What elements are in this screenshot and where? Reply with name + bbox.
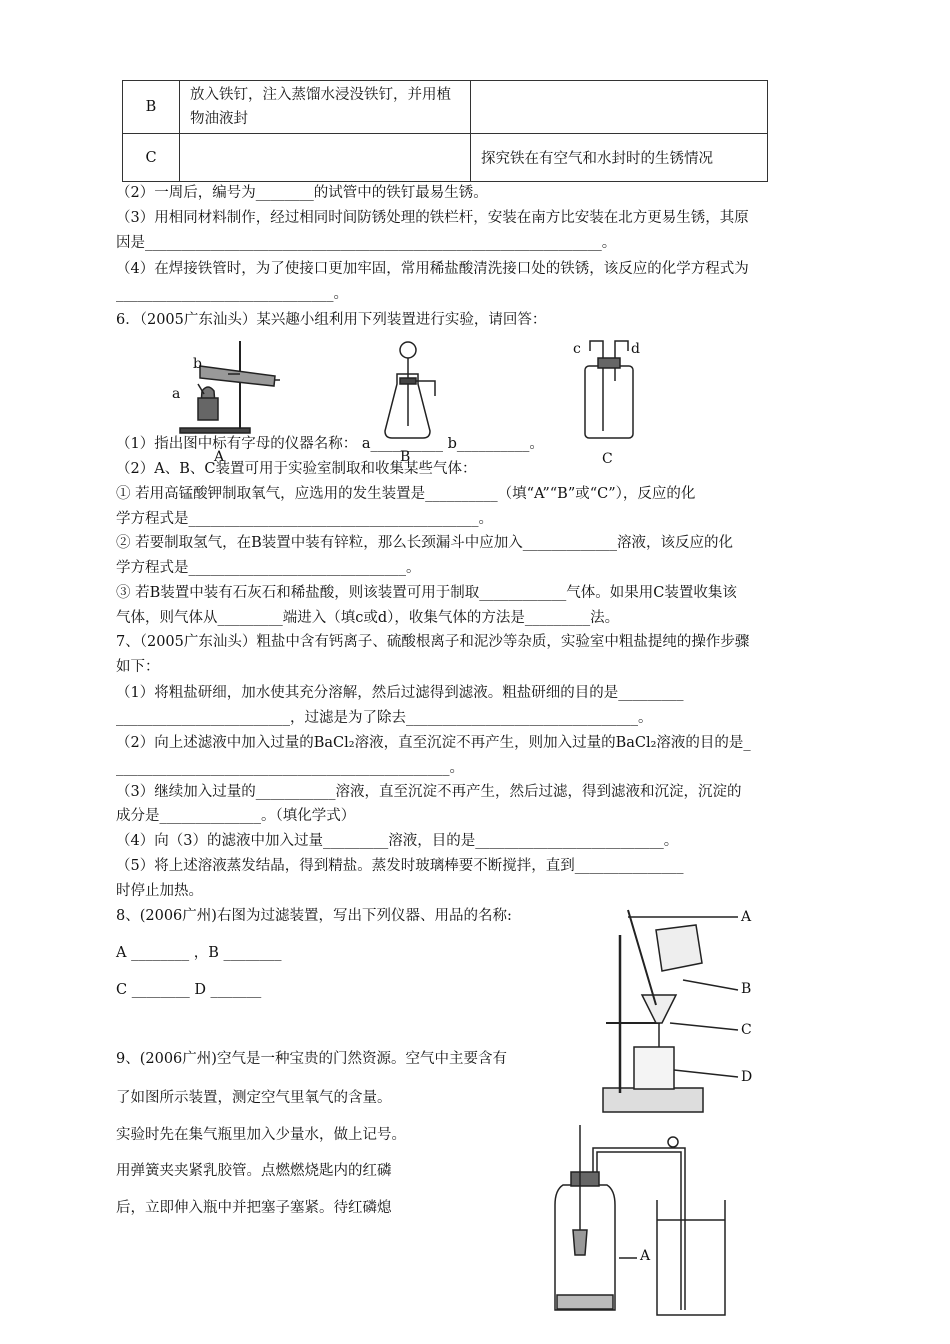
row-purpose <box>471 81 768 134</box>
text-line: ② 若要制取氢气，在B装置中装有锌粒，那么长颈漏斗中应加入_____________溶液，该反应的化 <box>116 535 734 551</box>
fig6-label-a: a <box>172 386 181 402</box>
experiment-table <box>122 80 768 182</box>
text-line: （2）向上述滤液中加入过量的BaCl₂溶液，直至沉淀不再产生，则加入过量的BaCl₂溶液的目的是_ <box>116 735 751 751</box>
text-line: （1）指出图中标有字母的仪器名称： a__________ b__________。 <box>116 436 544 452</box>
text-line: 因是_______________________________________________________________。 <box>116 235 617 251</box>
figure-8-filtration <box>598 905 768 1117</box>
text-line: （2）A、B、C装置可用于实验室制取和收集某些气体： <box>116 461 477 477</box>
figure-9-oxygen-apparatus <box>545 1120 745 1320</box>
text-line: （4）向（3）的滤液中加入过量_________溶液，目的是__________________________。 <box>116 833 679 849</box>
text-line: （1）将粗盐研细，加水使其充分溶解，然后过滤得到滤液。粗盐研细的目的是_________ <box>116 685 684 701</box>
text-line: 实验时先在集气瓶里加入少量水，做上记号。 <box>116 1127 406 1143</box>
fig6-label-b: b <box>193 356 202 372</box>
text-line: A ________ ，B ________ <box>116 945 282 961</box>
apparatus-a <box>180 341 280 433</box>
question-6-title: 6．（2005广东汕头）某兴趣小组利用下列装置进行实验，请回答： <box>116 312 547 328</box>
text-line: C ________ D _______ <box>116 982 262 998</box>
fig6-label-B: B <box>400 449 411 465</box>
text-line: （3）继续加入过量的___________溶液，直至沉淀不再产生，然后过滤，得到滤液和沉淀，沉淀的 <box>116 784 742 800</box>
row-purpose: 探究铁在有空气和水封时的生锈情况 <box>471 134 768 182</box>
table-row <box>123 81 768 134</box>
text-line: ① 若用高锰酸钾制取氧气，应选用的发生装置是__________（填“A”“B”或“C”），反应的化 <box>116 486 696 502</box>
question-9-title: 9、(2006广州)空气是一种宝贵的门然资源。空气中主要含有 <box>116 1051 507 1067</box>
fig8-label-D: D <box>741 1069 753 1085</box>
fig6-label-d: d <box>631 341 640 357</box>
apparatus-c <box>585 341 633 438</box>
text-line: 学方程式是________________________________________。 <box>116 511 493 527</box>
fig6-label-A: A <box>214 449 225 465</box>
fig8-label-C: C <box>741 1022 752 1038</box>
fig6-label-c: c <box>573 341 581 357</box>
text-line: 学方程式是______________________________。 <box>116 560 421 576</box>
question-7-title: 7、（2005广东汕头）粗盐中含有钙离子、硫酸根离子和泥沙等杂质，实验室中粗盐提纯的操作步骤 <box>116 634 750 650</box>
apparatus-b <box>385 342 435 438</box>
text-line: ________________________，过滤是为了除去________________________________。 <box>116 710 653 726</box>
text-line: 用弹簧夹夹紧乳胶管。点燃燃烧匙内的红磷 <box>116 1163 392 1179</box>
text-line: （5）将上述溶液蒸发结晶，得到精盐。蒸发时玻璃棒要不断搅拌，直到_______________ <box>116 858 684 874</box>
fig6-label-C: C <box>602 451 613 467</box>
question-8-title: 8、(2006广州)右图为过滤装置，写出下列仪器、用品的名称: <box>116 908 512 924</box>
text-line: ______________________________________________。 <box>116 760 464 776</box>
text-line: 如下： <box>116 659 160 675</box>
row-method: 放入铁钉，注入蒸馏水浸没铁钉，并用植物油液封 <box>180 81 471 134</box>
table-row <box>123 134 768 182</box>
fig9-label-A: A <box>640 1248 651 1264</box>
text-line: 后，立即伸入瓶中并把塞子塞紧。待红磷熄 <box>116 1200 392 1216</box>
figure-6-apparatus <box>160 336 660 440</box>
text-line: 时停止加热。 <box>116 883 203 899</box>
text-line: 成分是______________。（填化学式） <box>116 808 356 824</box>
text-line: （3）用相同材料制作，经过相同时间防锈处理的铁栏杆，安装在南方比安装在北方更易生锈，其原 <box>116 210 749 226</box>
row-id: B <box>123 81 180 134</box>
fig8-label-A: A <box>741 909 752 925</box>
row-method <box>180 134 471 182</box>
fig8-label-B: B <box>741 981 752 997</box>
text-line: 气体，则气体从_________端进入（填c或d），收集气体的方法是_________法。 <box>116 610 620 626</box>
text-line: ③ 若B装置中装有石灰石和稀盐酸，则该装置可用于制取____________气体。如果用C装置收集该 <box>116 585 737 601</box>
text-line: （4）在焊接铁管时，为了使接口更加牢固，常用稀盐酸清洗接口处的铁锈，该反应的化学方程式为 <box>116 261 749 277</box>
text-line: 了如图所示装置，测定空气里氧气的含量。 <box>116 1090 392 1106</box>
text-line: （2）一周后，编号为________的试管中的铁钉最易生锈。 <box>116 185 488 201</box>
text-line: ______________________________。 <box>116 286 348 302</box>
row-id: C <box>123 134 180 182</box>
